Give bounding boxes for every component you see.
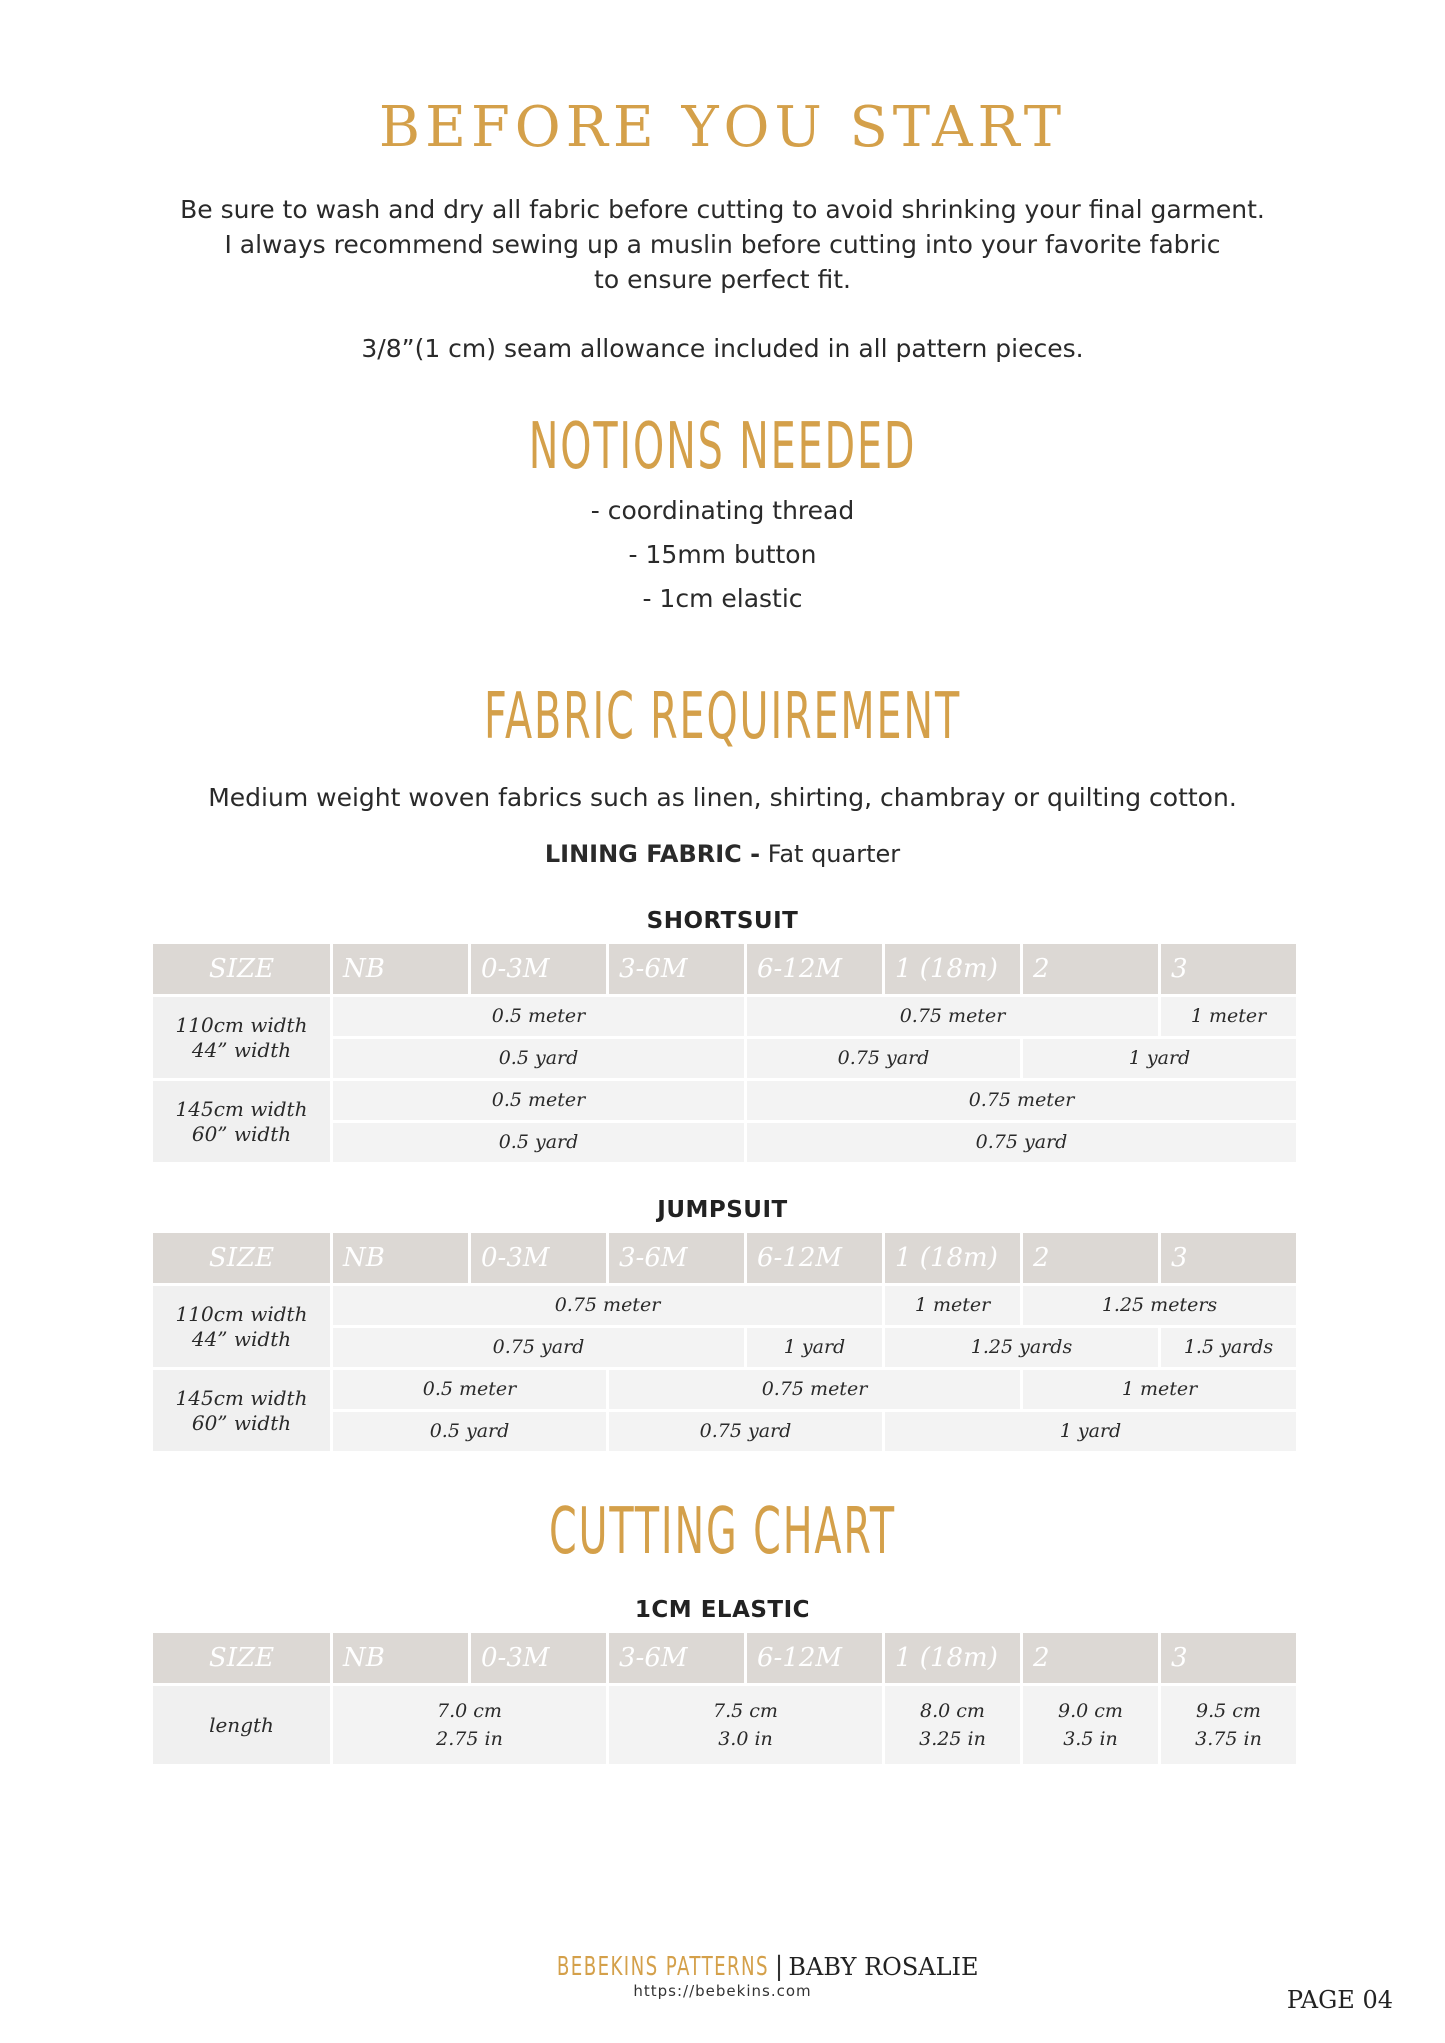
size-header: 2 xyxy=(1023,944,1158,994)
table-cell: 0.75 yard xyxy=(747,1039,1020,1078)
footer-title-line xyxy=(0,1952,1445,1982)
size-header: 3 xyxy=(1161,944,1296,994)
table-cell: 0.75 yard xyxy=(747,1123,1296,1162)
size-header: 1 (18m) xyxy=(885,944,1020,994)
size-header: SIZE xyxy=(153,1633,330,1683)
table-cell: 0.5 meter xyxy=(333,1370,606,1409)
size-header: NB xyxy=(333,1233,468,1283)
size-header: 1 (18m) xyxy=(885,1633,1020,1683)
width-label: 110cm width 44” width xyxy=(153,997,330,1078)
length-label: length xyxy=(153,1686,330,1764)
before-line-1: Be sure to wash and dry all fabric before cutting to avoid shrinking your final garment. xyxy=(180,195,1265,224)
cutting-subtitle: 1CM ELASTIC xyxy=(634,1597,811,1623)
size-header: NB xyxy=(333,1633,468,1683)
length-group xyxy=(153,1686,1296,1764)
table-cell: 7.0 cm 2.75 in xyxy=(333,1686,606,1764)
table-cell: 1.5 yards xyxy=(1161,1328,1296,1367)
yard-row xyxy=(333,1123,1296,1162)
table-cell: 0.75 yard xyxy=(609,1412,882,1451)
width-label: 145cm width 60” width xyxy=(153,1081,330,1162)
jumpsuit-title: JUMPSUIT xyxy=(657,1197,788,1223)
table-cell: 0.75 meter xyxy=(747,997,1158,1036)
table-cell: 1.25 yards xyxy=(885,1328,1158,1367)
before-title: BEFORE YOU START xyxy=(378,95,1067,160)
shortsuit-table xyxy=(153,944,1296,1162)
size-header: 3-6M xyxy=(609,944,744,994)
width-label: 110cm width 44” width xyxy=(153,1286,330,1367)
footer-brand: BEBEKINS PATTERNS xyxy=(557,1952,770,1982)
table-cell: 9.5 cm 3.75 in xyxy=(1161,1686,1296,1764)
size-header: 3-6M xyxy=(609,1633,744,1683)
table-cell: 1 meter xyxy=(1023,1370,1296,1409)
size-header: 1 (18m) xyxy=(885,1233,1020,1283)
footer xyxy=(0,1952,1445,2000)
table-cell: 1 yard xyxy=(747,1328,882,1367)
width-group-145 xyxy=(153,1081,1296,1162)
notions-title: NOTIONS NEEDED xyxy=(528,410,917,484)
footer-url[interactable]: https://bebekins.com xyxy=(633,1982,812,2000)
size-header: 0-3M xyxy=(471,1233,606,1283)
notion-item: - 15mm button xyxy=(628,540,817,569)
width-label: 145cm width 60” width xyxy=(153,1370,330,1451)
table-cell: 0.75 meter xyxy=(333,1286,882,1325)
table-cell: 1 yard xyxy=(885,1412,1296,1451)
lining-fabric-line xyxy=(0,840,1445,868)
before-paragraph xyxy=(0,192,1445,297)
cutting-title: CUTTING CHART xyxy=(548,1495,897,1569)
yard-row xyxy=(333,1412,1296,1451)
width-group-110 xyxy=(153,1286,1296,1367)
fabric-title: FABRIC REQUIREMENT xyxy=(483,680,962,754)
notion-item: - coordinating thread xyxy=(590,496,855,525)
size-header: 3 xyxy=(1161,1233,1296,1283)
size-header: SIZE xyxy=(153,944,330,994)
size-header-row xyxy=(153,1633,1296,1683)
table-cell: 0.75 meter xyxy=(609,1370,1020,1409)
size-header: 6-12M xyxy=(747,1633,882,1683)
meter-row xyxy=(333,1081,1296,1120)
size-header: SIZE xyxy=(153,1233,330,1283)
lining-label: LINING FABRIC - xyxy=(544,840,761,868)
size-header: 6-12M xyxy=(747,1233,882,1283)
table-cell: 0.5 yard xyxy=(333,1123,744,1162)
shortsuit-title: SHORTSUIT xyxy=(646,908,799,934)
yard-row xyxy=(333,1328,1296,1367)
seam-allowance-note: 3/8”(1 cm) seam allowance included in all pattern pieces. xyxy=(361,334,1084,363)
footer-separator: | xyxy=(774,1952,784,1982)
size-header: 3-6M xyxy=(609,1233,744,1283)
size-header: 2 xyxy=(1023,1633,1158,1683)
table-cell: 0.5 yard xyxy=(333,1412,606,1451)
table-cell: 0.75 meter xyxy=(747,1081,1296,1120)
footer-pattern-name: BABY ROSALIE xyxy=(788,1953,979,1981)
fabric-description: Medium weight woven fabrics such as linen, shirting, chambray or quilting cotton. xyxy=(208,783,1237,812)
notion-item: - 1cm elastic xyxy=(642,584,803,613)
size-header: 0-3M xyxy=(471,1633,606,1683)
meter-row xyxy=(333,997,1296,1036)
table-cell: 9.0 cm 3.5 in xyxy=(1023,1686,1158,1764)
table-cell: 1.25 meters xyxy=(1023,1286,1296,1325)
size-header-row xyxy=(153,1233,1296,1283)
table-cell: 8.0 cm 3.25 in xyxy=(885,1686,1020,1764)
meter-row xyxy=(333,1370,1296,1409)
table-cell: 0.5 meter xyxy=(333,997,744,1036)
table-cell: 1 meter xyxy=(1161,997,1296,1036)
lining-value: Fat quarter xyxy=(767,840,901,868)
size-header: 3 xyxy=(1161,1633,1296,1683)
size-header: 0-3M xyxy=(471,944,606,994)
size-header: 2 xyxy=(1023,1233,1158,1283)
before-line-2: I always recommend sewing up a muslin before cutting into your favorite fabric xyxy=(224,230,1221,259)
table-cell: 7.5 cm 3.0 in xyxy=(609,1686,882,1764)
meter-row xyxy=(333,1286,1296,1325)
cutting-table xyxy=(153,1633,1296,1764)
size-header: NB xyxy=(333,944,468,994)
table-cell: 1 yard xyxy=(1023,1039,1296,1078)
yard-row xyxy=(333,1039,1296,1078)
width-group-145 xyxy=(153,1370,1296,1451)
size-header-row xyxy=(153,944,1296,994)
width-group-110 xyxy=(153,997,1296,1078)
before-line-3: to ensure perfect fit. xyxy=(594,265,851,294)
table-cell: 0.5 meter xyxy=(333,1081,744,1120)
table-cell: 0.5 yard xyxy=(333,1039,744,1078)
table-cell: 0.75 yard xyxy=(333,1328,744,1367)
table-cell: 1 meter xyxy=(885,1286,1020,1325)
size-header: 6-12M xyxy=(747,944,882,994)
jumpsuit-table xyxy=(153,1233,1296,1451)
page-number: PAGE 04 xyxy=(1286,1986,1393,2014)
